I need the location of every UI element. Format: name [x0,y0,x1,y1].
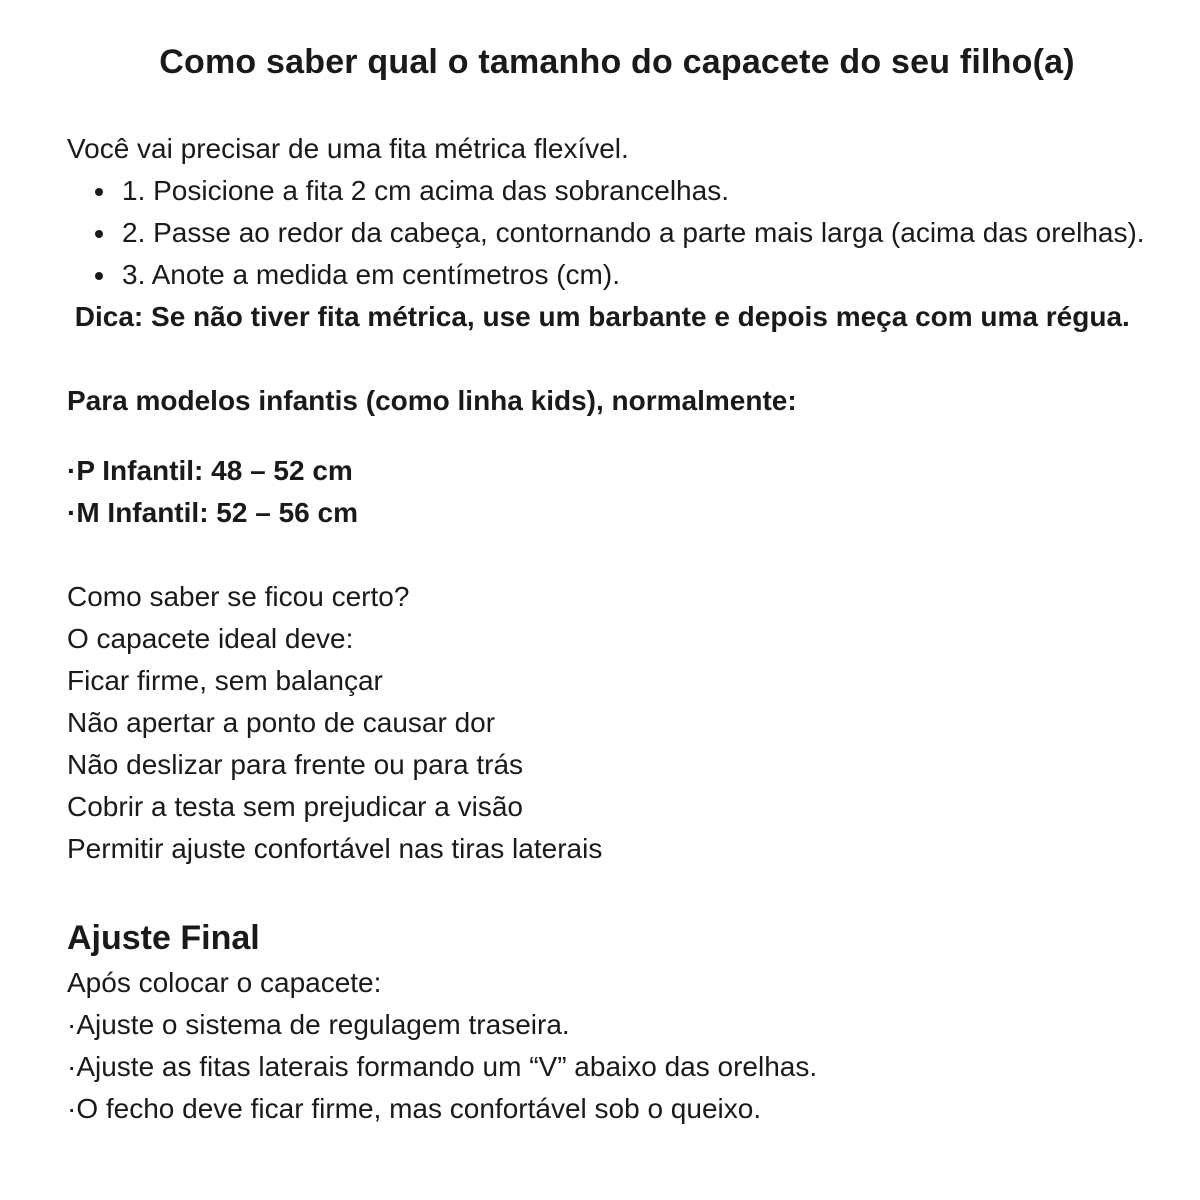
size-item-m-infantil: ·M Infantil: 52 – 56 cm [67,497,358,528]
fit-line-straps: Permitir ajuste confortável nas tiras laterais [67,833,603,864]
intro-text: Você vai precisar de uma fita métrica flexível. [67,133,629,164]
fit-line-question: Como saber se ficou certo? [67,581,410,612]
fit-check-block [67,576,1167,870]
size-item-p-infantil: ·P Infantil: 48 – 52 cm [67,455,353,486]
fit-line-no-slide: Não deslizar para frente ou para trás [67,749,524,780]
tip-text: Dica: Se não tiver fita métrica, use um barbante e depois meça com uma régua. [67,301,1130,332]
sizes-heading: Para modelos infantis (como linha kids), normalmente: [67,385,797,416]
fit-line-ideal: O capacete ideal deve: [67,623,354,654]
step-item-3: • 3. Anote a medida em centímetros (cm). [118,254,1167,296]
fit-line-forehead: Cobrir a testa sem prejudicar a visão [67,791,523,822]
final-line-rear: ·Ajuste o sistema de regulagem traseira. [67,1009,570,1040]
fit-line-no-pain: Não apertar a ponto de causar dor [67,707,496,738]
final-line-buckle: ·O fecho deve ficar firme, mas confortável sob o queixo. [67,1093,762,1124]
final-line-intro: Após colocar o capacete: [67,967,382,998]
step-item-1: • 1. Posicione a fita 2 cm acima das sobrancelhas. [118,170,1167,212]
step-item-2: • 2. Passe ao redor da cabeça, contornando a parte mais larga (acima das orelhas). [118,212,1167,254]
fit-line-firm: Ficar firme, sem balançar [67,665,383,696]
page-title: Como saber qual o tamanho do capacete do seu filho(a) [159,43,1075,81]
final-adjustment-heading: Ajuste Final [67,919,260,957]
final-line-straps-v: ·Ajuste as fitas laterais formando um “V” abaixo das orelhas. [67,1051,818,1082]
measuring-steps-list [67,170,1167,296]
